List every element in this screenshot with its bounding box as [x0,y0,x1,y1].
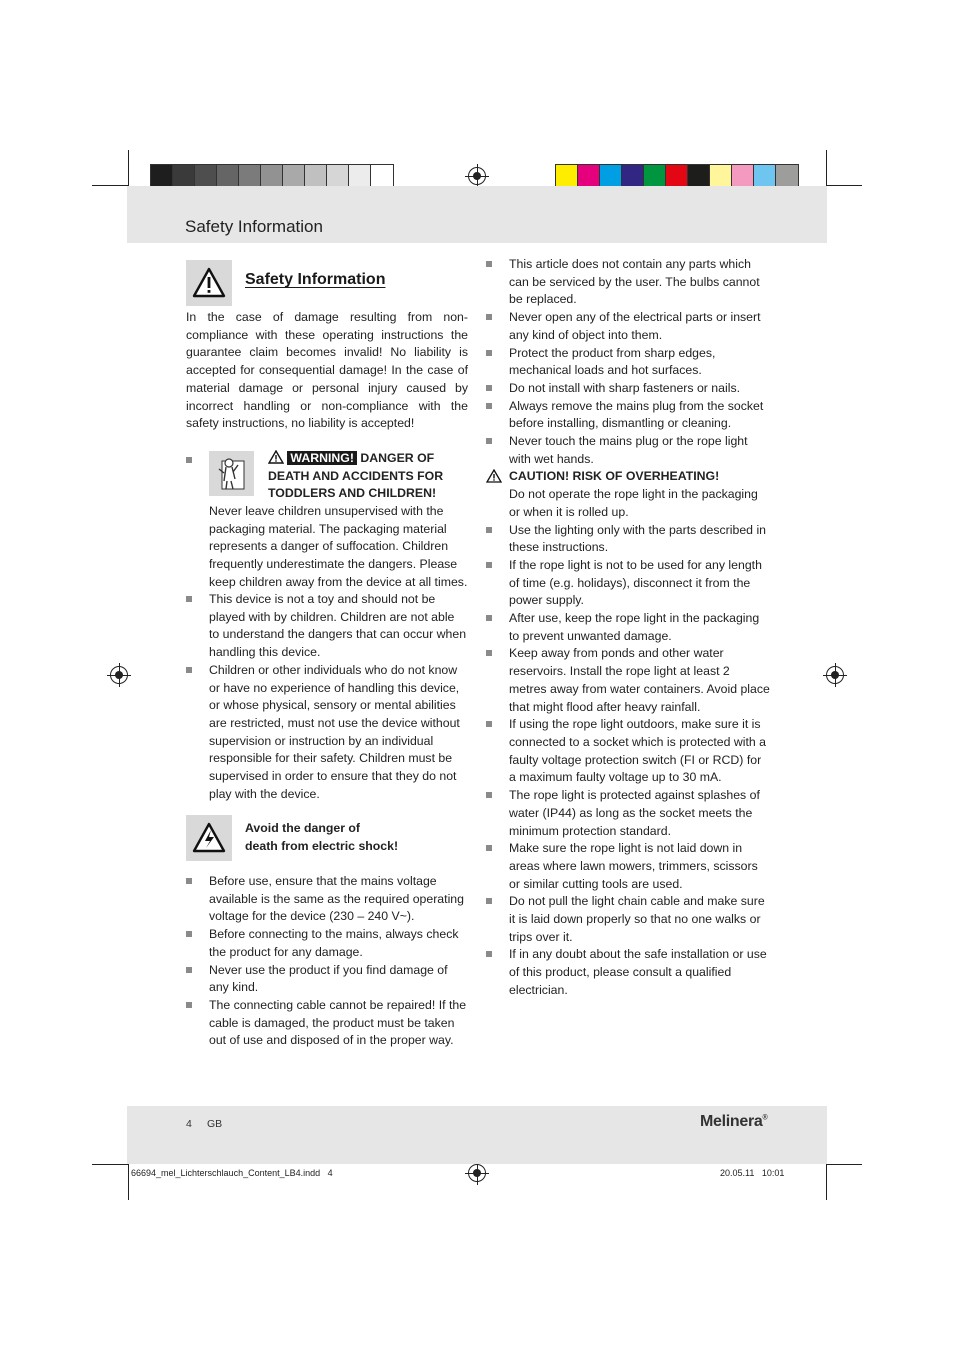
page-number: 4 [186,1118,192,1130]
color-calibration-bar [555,164,799,188]
color-swatch [688,165,710,187]
warning-paragraph: Never leave children unsupervised with the packaging material. The packaging material represents a danger of suffocation. Children frequently underestimate the dangers. Please keep children away from the device at all times. [209,504,468,589]
crop-mark [128,150,129,186]
crop-mark [826,1164,827,1200]
brand-logo: Melinera® [700,1113,768,1130]
list-item: Before connecting to the mains, always check the product for any damage. [186,926,468,961]
color-swatch [261,165,283,187]
warning-heading [268,450,468,503]
color-swatch [732,165,754,187]
color-swatch [666,165,688,187]
color-swatch [600,165,622,187]
section-heading: Safety Information [245,271,386,288]
warning-triangle-icon [186,260,232,306]
caution-text: Do not operate the rope light in the packaging or when it is rolled up. [509,487,758,519]
list-item: After use, keep the rope light in the packaging to prevent unwanted damage. [486,610,770,645]
registration-mark-icon [468,1164,486,1182]
electric-shock-icon [186,815,232,861]
registration-mark-icon [826,666,844,684]
file-info: 66694_mel_Lichterschlauch_Content_LB4.indd 4 [131,1168,333,1178]
color-swatch [578,165,600,187]
list-item: Keep away from ponds and other water reservoirs. Install the rope light at least 2 metres away from water containers. Avoid place that might flood after heavy rainfall. [486,645,770,716]
list-item: Always remove the mains plug from the socket before installing, dismantling or cleaning. [486,398,770,433]
crop-mark [826,150,827,186]
color-swatch [349,165,371,187]
warning-title: DANGER OF DEATH AND ACCIDENTS FOR TODDLERS AND CHILDREN! [268,451,444,500]
bullet-list [186,873,468,1050]
list-item: If the rope light is not to be used for any length of time (e.g. holidays), disconnect it from the power supply. [486,557,770,610]
list-item: Make sure the rope light is not laid down in areas where lawn mowers, trimmers, scissors or similar cutting tools are used. [486,840,770,893]
color-swatch [283,165,305,187]
shock-heading: Avoid the danger of death from electric shock! [245,821,399,853]
intro-paragraph: In the case of damage resulting from non-compliance with these operating instructions the guarantee claim becomes invalid! No liability is accepted for consequential damage! In the case of material damage or personal injury caused by incorrect handling or non-compliance with the safety instructions, no liability is accepted! [186,310,468,431]
bullet-list [186,591,468,803]
warning-badge: WARNING! [287,451,357,465]
registration-mark-icon [468,167,486,185]
crop-mark [826,1164,862,1165]
color-swatch [556,165,578,187]
color-swatch [217,165,239,187]
color-swatch [371,165,393,187]
list-item: Do not install with sharp fasteners or nails. [486,380,770,398]
list-item: Before use, ensure that the mains voltage available is the same as the required operating voltage for the device (230 – 240 V~). [186,873,468,926]
bullet-marker [186,457,192,463]
color-swatch [305,165,327,187]
crop-mark [826,185,862,186]
color-swatch [754,165,776,187]
list-item: Never use the product if you find damage of any kind. [186,962,468,997]
color-swatch [644,165,666,187]
list-item: The connecting cable cannot be repaired! If the cable is damaged, the product must be taken out of use and disposed of in the proper way. [186,997,468,1050]
list-item: Never touch the mains plug or the rope light with wet hands. [486,433,770,468]
list-item: Use the lighting only with the parts described in these instructions. [486,522,770,557]
bullet-list [486,256,770,1000]
list-item: The rope light is protected against splashes of water (IP44) as long as the socket meets the minimum protection standard. [486,787,770,840]
language-code: GB [207,1118,223,1130]
color-swatch [239,165,261,187]
color-swatch [622,165,644,187]
list-item: Never open any of the electrical parts or insert any kind of object into them. [486,309,770,344]
color-swatch [195,165,217,187]
color-swatch [710,165,732,187]
crop-mark [92,185,128,186]
list-item: If in any doubt about the safe installation or use of this product, please consult a qualified electrician. [486,946,770,999]
registration-mark-icon [110,666,128,684]
timestamp: 20.05.11 10:01 [720,1168,785,1178]
list-item: Protect the product from sharp edges, mechanical loads and hot surfaces. [486,345,770,380]
list-item: This device is not a toy and should not be played with by children. Children are not able to understand the dangers that can occur when handling this device. [186,591,468,662]
caution-title: CAUTION! RISK OF OVERHEATING! [509,469,720,484]
list-item: Children or other individuals who do not know or have no experience of handling this device, or whose physical, sensory or mental abilities are restricted, must not use the device without supervision or instruction by an individual responsible for their safety. Children must be supervised in order to ensure that they do not play with the device. [186,662,468,804]
list-item: Do not pull the light chain cable and make sure it is laid down properly so that no one walks or trips over it. [486,893,770,946]
warning-triangle-small-icon [268,451,284,465]
color-swatch [173,165,195,187]
crop-mark [92,1164,128,1165]
list-item: This article does not contain any parts which can be serviced by the user. The bulbs cannot be replaced. [486,256,770,309]
caution-triangle-icon [486,469,502,489]
child-warning-icon [209,451,254,496]
color-swatch [327,165,349,187]
color-swatch [776,165,798,187]
gray-calibration-bar [150,164,394,188]
list-item: If using the rope light outdoors, make sure it is connected to a socket which is protected with a faulty voltage protection switch (FI or RCD) for a maximum faulty voltage up to 30 mA. [486,716,770,787]
crop-mark [128,1164,129,1200]
color-swatch [151,165,173,187]
caution-block [486,468,770,521]
page-title: Safety Information [185,217,323,236]
